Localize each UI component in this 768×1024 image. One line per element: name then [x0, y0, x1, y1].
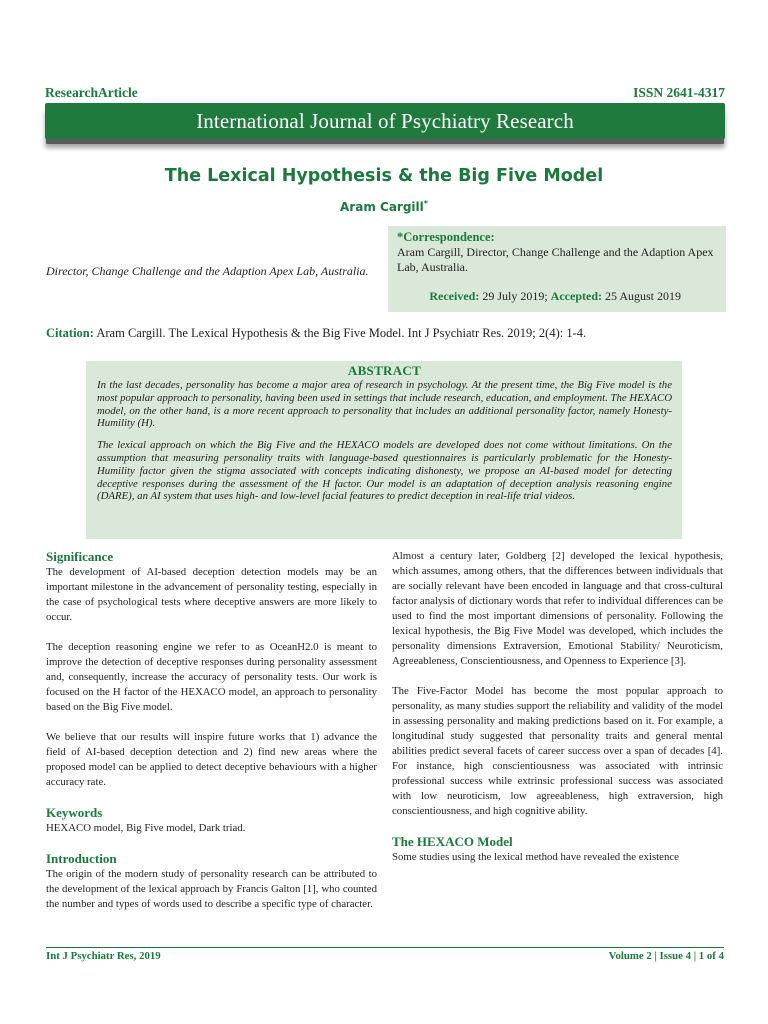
- affiliation: Director, Change Challenge and the Adaption Apex Lab, Australia.: [46, 264, 369, 278]
- significance-heading: Significance: [46, 549, 114, 564]
- dates-line: [429, 289, 681, 304]
- accepted-label: Accepted:: [550, 289, 602, 303]
- hexaco-heading: The HEXACO Model: [392, 834, 513, 849]
- author-line: [0, 199, 768, 214]
- introduction-heading: Introduction: [46, 851, 117, 866]
- article-meta-bar: [45, 85, 725, 101]
- body-paragraph-1: Almost a century later, Goldberg [2] developed the lexical hypothesis, which assumes, among others, that the differences between individuals that are socially relevant have been encoded in language and that cross-cultural factor analysis of dictionary words that refer to individual differences can be used to find the most important dimensions of personality. Following the lexical hypothesis, the Big Five Model was developed, which includes the personality dimensions Extraversion, Emotional Stability/ Neuroticism, Agreeableness, Conscientiousness, and Openness to Experience [3].: [392, 550, 723, 667]
- correspondence-box: [388, 226, 726, 312]
- abstract-box: [86, 361, 682, 539]
- journal-title: International Journal of Psychiatry Research: [196, 109, 574, 133]
- significance-paragraph-2: The deception reasoning engine we refer to as OceanH2.0 is meant to improve the detection of deceptive responses during personality assessment and, consequently, increase the accuracy of personality tests. Our work is focused on the H factor of the HEXACO model, an approach to personality based on the Big Five model.: [46, 641, 377, 713]
- footer-journal: Int J Psychiatr Res, 2019: [46, 950, 161, 962]
- significance-paragraph-1: The development of AI-based deception detection models may be an important milestone in the advancement of personality testing, especially in the case of psychological tests where deceptive answers are more likely to occur.: [46, 566, 377, 623]
- citation-label: Citation:: [46, 326, 94, 340]
- issn: ISSN 2641-4317: [633, 85, 725, 100]
- correspondence-text: Aram Cargill, Director, Change Challenge and the Adaption Apex Lab, Australia.: [397, 245, 714, 274]
- abstract-heading: ABSTRACT: [347, 363, 422, 378]
- article-title: The Lexical Hypothesis & the Big Five Model: [164, 166, 604, 186]
- article-type: ResearchArticle: [45, 85, 138, 100]
- body-paragraph-3: Some studies using the lexical method have revealed the existence: [392, 851, 679, 863]
- journal-banner: [45, 103, 725, 139]
- footer-volume: Volume 2 | Issue 4 | 1 of 4: [608, 950, 724, 962]
- left-column: [46, 549, 377, 912]
- abstract-paragraph-1: In the last decades, personality has become a major area of research in psychology. At the present time, the Big Five model is the most popular approach to personality, having been used in settings that include research, education, and employment. The HEXACO model, on the other hand, is a more recent approach to personality that includes an additional personality factor, namely Honesty-Humility (H).: [97, 379, 672, 430]
- right-column: [392, 549, 723, 865]
- keywords-heading: Keywords: [46, 805, 103, 820]
- abstract-paragraph-2: The lexical approach on which the Big Five and the HEXACO models are developed does not come without limitations. On the assumption that measuring personality traits with language-based questionnaires is particularly problematic for the Honesty-Humility factor given the stigma associated with concepts indicating dishonesty, we propose an AI-based model for detecting deceptive responses during the assessment of the H factor. Our model is an adaptation of deception analysis reasoning engine (DARE), an AI system that uses high- and low-level facial features to predict deception in real-life trial videos.: [97, 439, 672, 503]
- keywords-text: HEXACO model, Big Five model, Dark triad.: [46, 822, 246, 834]
- received-date: 29 July 2019;: [482, 289, 548, 303]
- correspondence-label: *Correspondence:: [397, 230, 495, 244]
- received-label: Received:: [429, 289, 480, 303]
- citation-text: Aram Cargill. The Lexical Hypothesis & the Big Five Model. Int J Psychiatr Res. 2019; 2(4): 1-4.: [96, 326, 587, 340]
- page-footer: [46, 947, 724, 963]
- significance-paragraph-3: We believe that our results will inspire future works that 1) advance the field of AI-based deception detection and 2) find new areas where the proposed model can be applied to detect deceptive behaviours with a higher accuracy rate.: [46, 731, 377, 788]
- introduction-paragraph-1: The origin of the modern study of personality research can be attributed to the development of the lexical approach by Francis Galton [1], who counted the number and types of words used to describe a specific type of character.: [46, 868, 377, 910]
- citation-line: [46, 326, 586, 341]
- author-mark: *: [423, 199, 428, 208]
- accepted-date: 25 August 2019: [604, 289, 681, 303]
- author-name: Aram Cargill: [340, 200, 424, 214]
- body-paragraph-2: The Five-Factor Model has become the most popular approach to personality, as many studies support the reliability and validity of the model in assessing personality and making predictions based on it. For example, a longitudinal study suggested that personality traits and general mental abilities predict several facets of career success over a span of decades [4]. For instance, high conscientiousness was associated with intrinsic professional success while extrinsic professional success was associated with low neuroticism, low agreeableness, high extraversion, high conscientiousness, and high cognitive ability.: [392, 685, 723, 817]
